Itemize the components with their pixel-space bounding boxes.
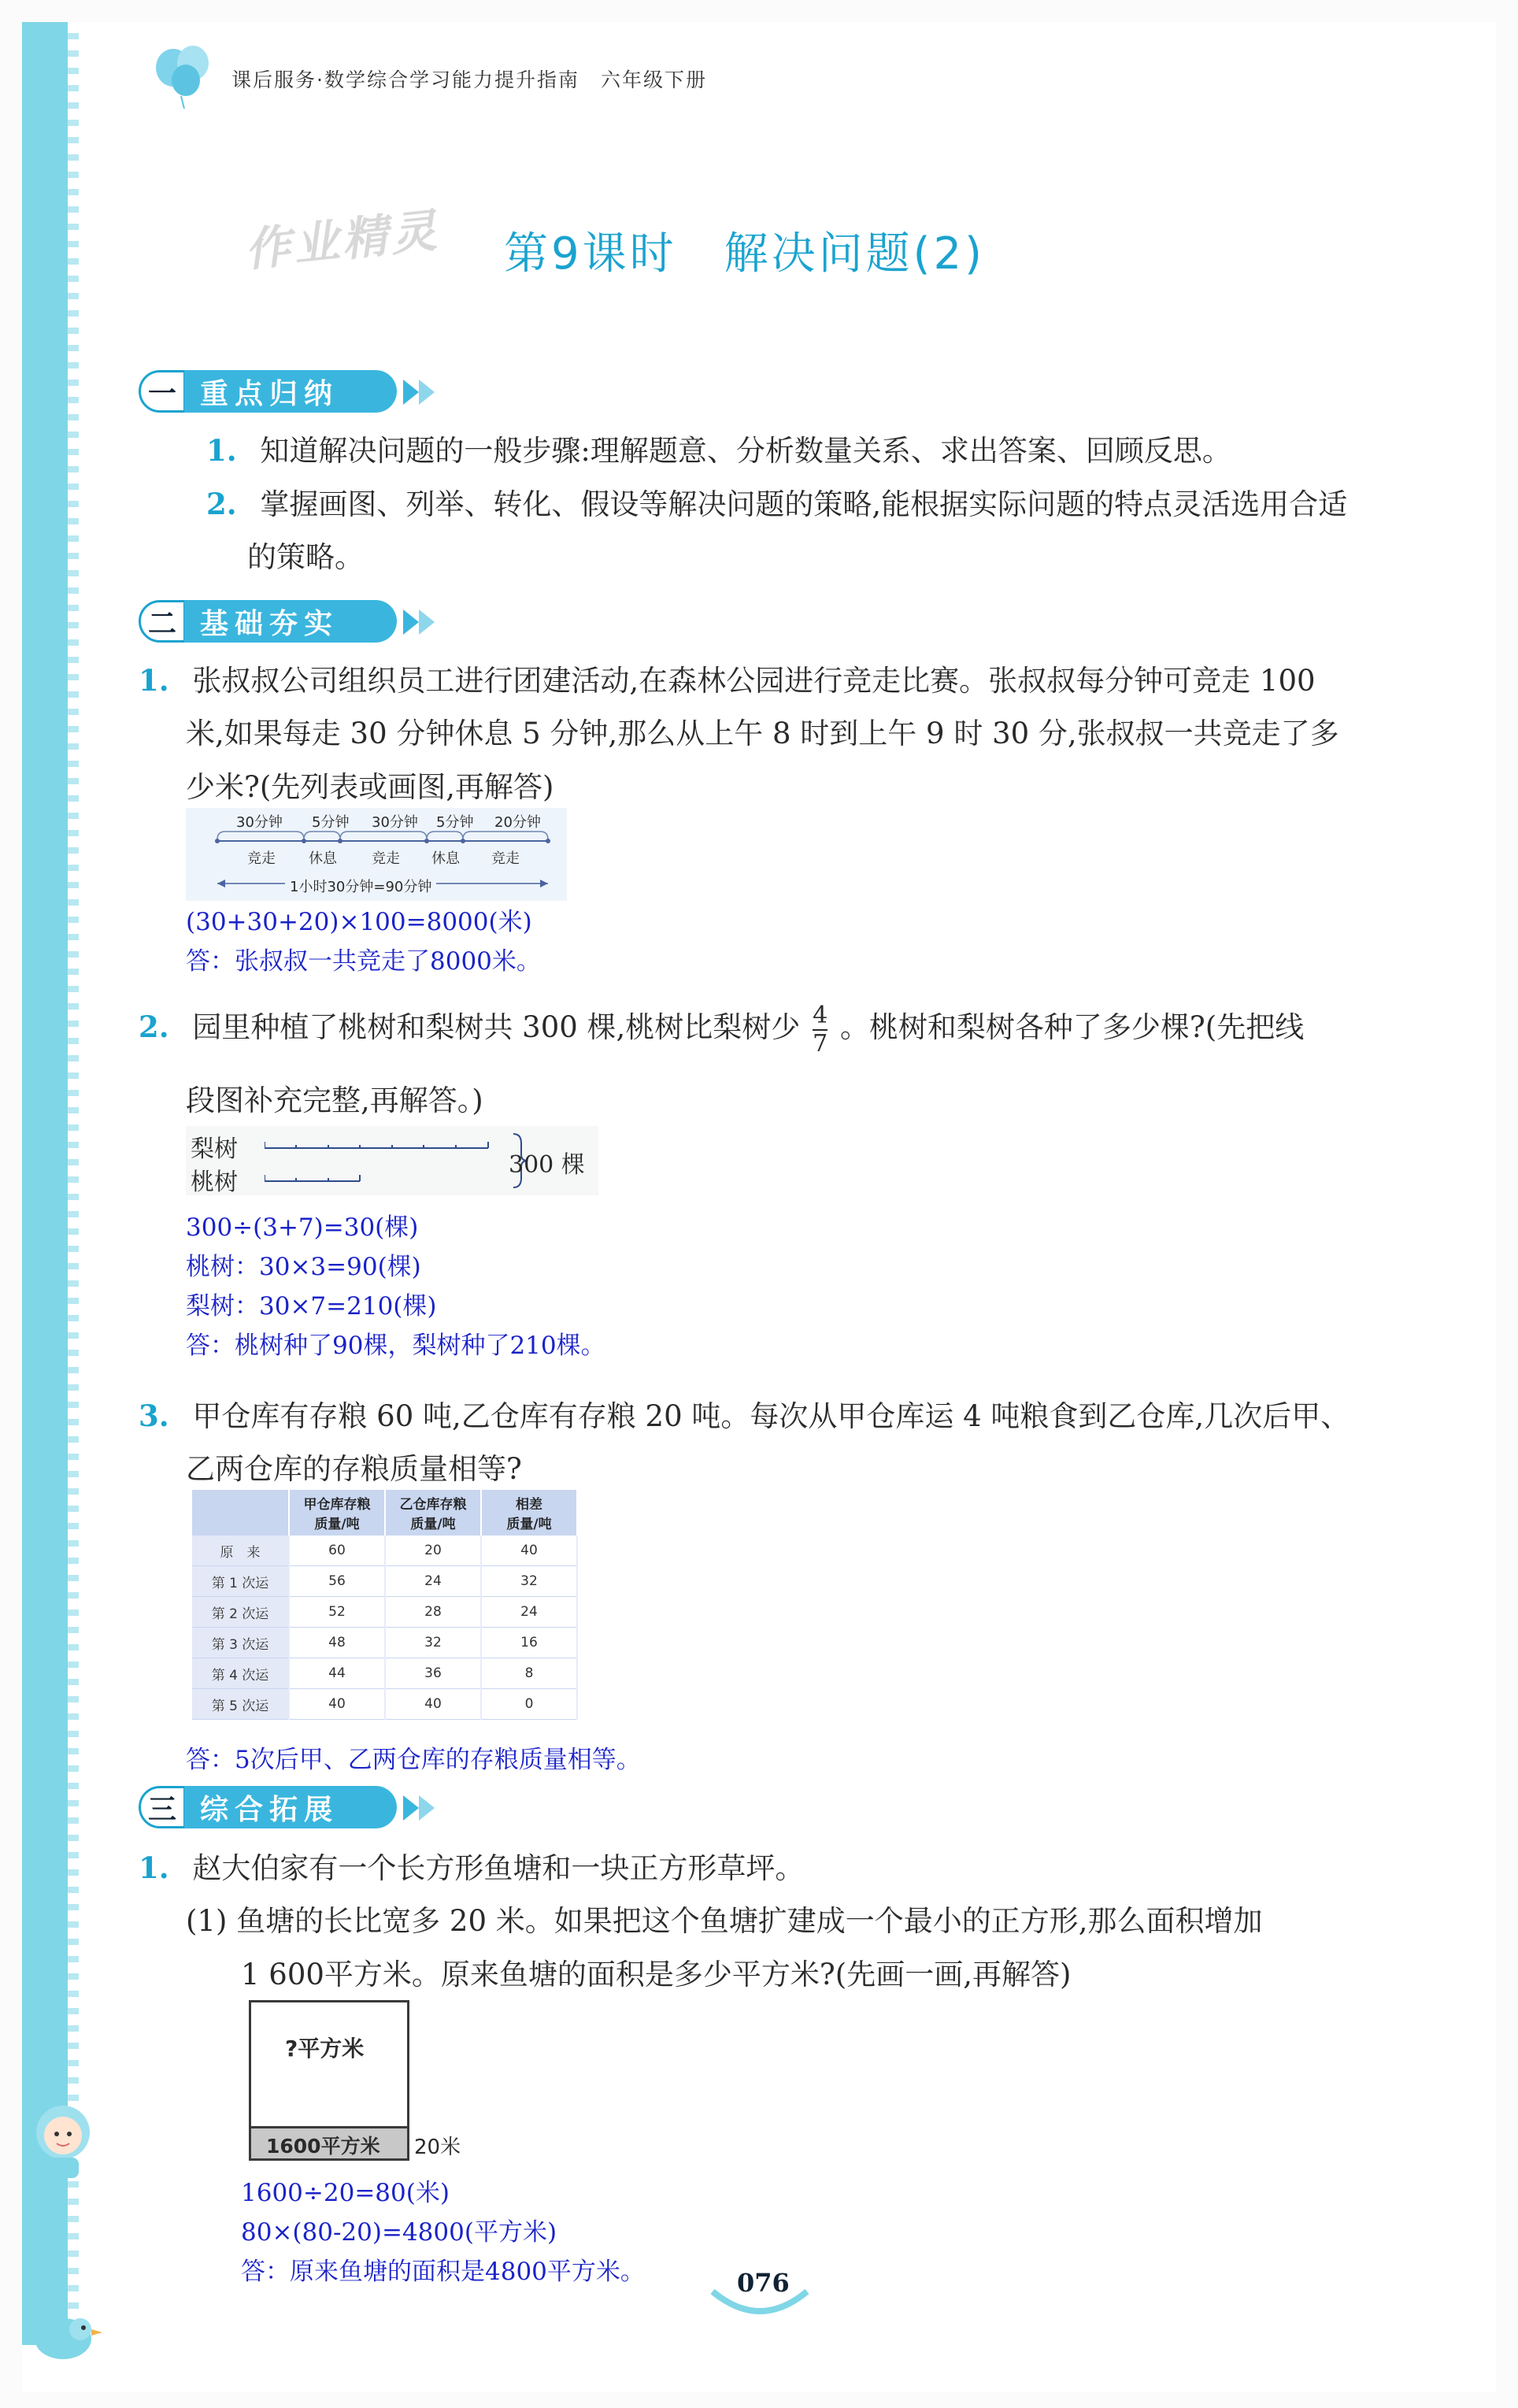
cartoon-child-icon <box>24 2095 102 2181</box>
table-cell: 0 <box>481 1689 577 1720</box>
header-line: 相差 <box>516 1497 542 1513</box>
answer-line: 桃树：30×3=90(棵) <box>186 1253 421 1281</box>
strip-dotted-edge <box>68 22 79 2345</box>
point-number: 2. <box>206 487 237 521</box>
table-cell: 20 <box>385 1536 481 1566</box>
unknown-area-label: ?平方米 <box>285 2036 365 2062</box>
added-area-label: 1600平方米 <box>266 2135 380 2158</box>
section-label: 基础夯实 <box>184 600 397 643</box>
table-cell: 56 <box>289 1566 385 1597</box>
row-label: 第 2 次运 <box>192 1597 289 1628</box>
header-cell <box>481 1490 577 1536</box>
section-label: 综合拓展 <box>184 1786 397 1828</box>
point-text: 掌握画图、列举、转化、假设等解决问题的策略,能根据实际问题的特点灵活选用合适 <box>260 487 1348 521</box>
header-cell <box>289 1490 385 1536</box>
table-cell: 8 <box>481 1658 577 1689</box>
answer-line: 答：原来鱼塘的面积是4800平方米。 <box>241 2258 645 2286</box>
question-2-2 <box>139 1000 1304 1058</box>
table-cell: 60 <box>289 1536 385 1566</box>
table-row <box>192 1628 577 1658</box>
table-cell: 40 <box>289 1689 385 1720</box>
question-2-1-line2: 米,如果每走 30 分钟休息 5 分钟,那么从上午 8 时到上午 9 时 30 分,张叔叔一共竞走了多 <box>186 717 1339 750</box>
bottom-label: 竞走 <box>247 850 276 867</box>
question-text: 赵大伯家有一个长方形鱼塘和一块正方形草坪。 <box>192 1851 805 1885</box>
header-line: 质量/吨 <box>314 1517 360 1532</box>
top-label: 20分钟 <box>494 814 541 831</box>
watermark: 作业精灵 <box>242 203 442 277</box>
left-decorative-strip <box>22 22 68 2345</box>
bottom-label: 休息 <box>309 850 337 867</box>
table-row <box>192 1536 577 1566</box>
header-line: 质量/吨 <box>410 1517 456 1532</box>
header-line: 质量/吨 <box>506 1517 552 1532</box>
question-2-3-line2: 乙两仓库的存粮质量相等? <box>186 1452 522 1486</box>
question-text: 。桃树和梨树各种了多少棵?(先把线 <box>839 1010 1305 1044</box>
question-number: 1. <box>139 663 169 698</box>
answer-line: 梨树：30×7=210(棵) <box>186 1292 437 1321</box>
page-number: 076 <box>737 2268 790 2298</box>
key-point-2-cont: 的策略。 <box>247 540 364 574</box>
table-row <box>192 1597 577 1628</box>
table-cell: 24 <box>481 1597 577 1628</box>
answer-line: 答：张叔叔一共竞走了8000米。 <box>186 947 541 976</box>
question-number: 3. <box>139 1398 169 1433</box>
table-cell: 52 <box>289 1597 385 1628</box>
row-label: 第 3 次运 <box>192 1628 289 1658</box>
question-text: 张叔叔公司组织员工进行团建活动,在森林公园进行竞走比赛。张叔叔每分钟可竞走 100 <box>192 664 1316 698</box>
row-label-pear: 梨树 <box>191 1135 238 1163</box>
answer-line: 300÷(3+7)=30(棵) <box>186 1213 419 1242</box>
table-row <box>192 1689 577 1720</box>
double-arrow-icon <box>403 606 442 638</box>
grain-table <box>192 1490 578 1720</box>
top-label: 5分钟 <box>436 814 474 831</box>
row-label: 原 来 <box>192 1536 289 1566</box>
grain-transfer-table <box>192 1490 578 1720</box>
top-label: 30分钟 <box>236 814 283 831</box>
table-cell: 40 <box>481 1536 577 1566</box>
table-cell: 36 <box>385 1658 481 1689</box>
bottom-label: 休息 <box>431 850 460 867</box>
question-2-1 <box>139 654 1316 708</box>
answer-line: 答：桃树种了90棵，梨树种了210棵。 <box>186 1332 605 1360</box>
lesson-title: 第9课时 解决问题(2) <box>504 228 985 280</box>
running-header: 课后服务·数学综合学习能力提升指南 六年级下册 <box>231 69 707 91</box>
row-label: 第 5 次运 <box>192 1689 289 1720</box>
bottom-label: 竞走 <box>491 850 520 867</box>
question-number: 2. <box>139 1010 169 1044</box>
question-2-1-line3: 少米?(先列表或画图,再解答) <box>186 770 554 804</box>
table-cell: 32 <box>385 1628 481 1658</box>
question-text: 甲仓库有存粮 60 吨,乙仓库有存粮 20 吨。每次从甲仓库运 4 吨粮食到乙仓库,几次后甲、 <box>192 1399 1350 1433</box>
section-label: 重点归纳 <box>184 370 397 413</box>
table-row <box>192 1658 577 1689</box>
section-number: 一 <box>139 370 186 413</box>
key-point-1 <box>206 424 1231 478</box>
table-header-row <box>192 1490 577 1536</box>
table-cell: 40 <box>385 1689 481 1720</box>
header-line: 乙仓库存粮 <box>399 1497 467 1513</box>
answer-line: 答：5次后甲、乙两仓库的存粮质量相等。 <box>186 1746 641 1774</box>
segment-lines <box>265 1126 532 1195</box>
row-label-peach: 桃树 <box>191 1169 238 1196</box>
subquestion-1-line2: 1 600平方米。原来鱼塘的面积是多少平方米?(先画一画,再解答) <box>241 1958 1072 1991</box>
row-label: 第 4 次运 <box>192 1658 289 1689</box>
table-row <box>192 1566 577 1597</box>
tree-segment-diagram <box>186 1126 598 1195</box>
question-3-1 <box>139 1841 804 1895</box>
question-text: 园里种植了桃树和梨树共 300 棵,桃树比梨树少 <box>192 1010 801 1044</box>
point-number: 1. <box>206 433 237 468</box>
answer-line: 80×(80-20)=4800(平方米) <box>241 2218 557 2247</box>
fraction <box>813 1002 827 1058</box>
answer-line: (30+30+20)×100=8000(米) <box>186 908 532 936</box>
header-cell <box>385 1490 481 1536</box>
pond-diagram <box>249 2000 461 2165</box>
table-cell: 16 <box>481 1628 577 1658</box>
double-arrow-icon <box>403 376 442 408</box>
header-corner <box>192 1490 289 1536</box>
walk-timeline-diagram <box>186 808 567 901</box>
table-cell: 32 <box>481 1566 577 1597</box>
section-number: 二 <box>139 600 186 643</box>
subquestion-1: (1) 鱼塘的长比宽多 20 米。如果把这个鱼塘扩建成一个最小的正方形,那么面积增加 <box>186 1904 1263 1938</box>
total-label: 1小时30分钟=90分钟 <box>285 876 436 896</box>
point-text: 知道解决问题的一般步骤:理解题意、分析数量关系、求出答案、回顾反思。 <box>260 434 1231 468</box>
top-label: 30分钟 <box>372 814 418 831</box>
table-cell: 28 <box>385 1597 481 1628</box>
table-cell: 48 <box>289 1628 385 1658</box>
answer-line: 1600÷20=80(米) <box>241 2179 450 2207</box>
table-cell: 24 <box>385 1566 481 1597</box>
table-cell: 44 <box>289 1658 385 1689</box>
side-width-label: 20米 <box>414 2136 461 2159</box>
header-line: 甲仓库存粮 <box>303 1497 371 1513</box>
question-2-2-line2: 段图补充完整,再解答。) <box>186 1084 483 1117</box>
total-label: 300 棵 <box>509 1151 585 1179</box>
key-point-2 <box>206 477 1347 532</box>
question-number: 1. <box>139 1850 169 1885</box>
double-arrow-icon <box>403 1792 442 1824</box>
cartoon-bird-icon <box>24 2299 110 2370</box>
bottom-label: 竞走 <box>372 850 400 867</box>
row-label: 第 1 次运 <box>192 1566 289 1597</box>
balloons-icon <box>150 39 220 110</box>
fraction-denominator: 7 <box>813 1029 828 1058</box>
fraction-numerator: 4 <box>813 1001 828 1029</box>
section-number: 三 <box>139 1786 186 1828</box>
top-label: 5分钟 <box>312 814 350 831</box>
question-2-3 <box>139 1389 1350 1443</box>
